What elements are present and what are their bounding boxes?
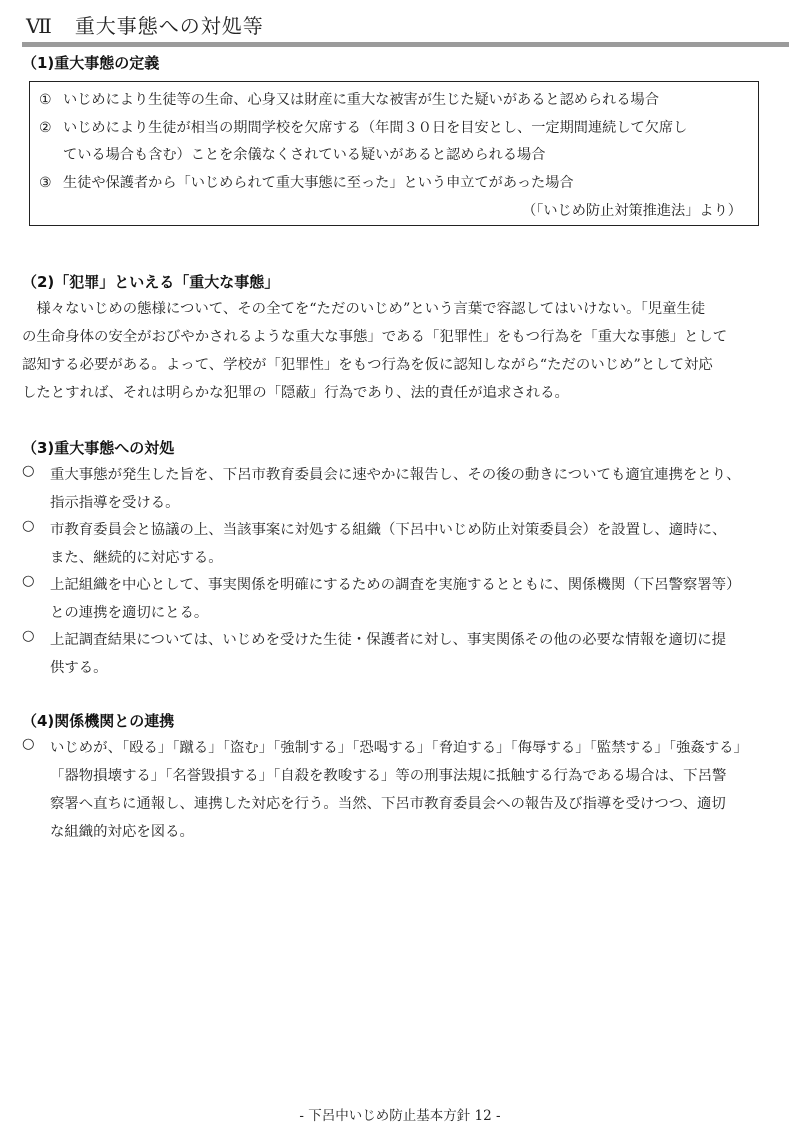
circle-bullet-icon: ○ bbox=[22, 573, 35, 589]
section2-heading: （2)「犯罪」といえる「重大な事態」 bbox=[22, 273, 280, 291]
section1-heading: （1)重大事態の定義 bbox=[22, 54, 160, 72]
section2-line-3: 認知する必要がある。よって、学校が「犯罪性」をもつ行為を仮に認知しながら“ただのいじめ”として対応 bbox=[22, 357, 713, 373]
definition-item-2: ② いじめにより生徒が相当の期間学校を欠席する（年間３０日を目安とし、一定期間連続して欠席し bbox=[39, 120, 688, 136]
section2-line-2: の生命身体の安全がおびやかされるような重大な事態」である「犯罪性」をもつ行為を「重大な事態」として bbox=[22, 329, 728, 345]
definition-item-2-cont: ている場合も含む）ことを余儀なくされている疑いがあると認められる場合 bbox=[63, 147, 546, 163]
definition-source: （「いじめ防止対策推進法」より） bbox=[522, 203, 742, 219]
circle-bullet-icon: ○ bbox=[22, 518, 35, 534]
page-title bbox=[26, 10, 264, 39]
circle-bullet-icon: ○ bbox=[22, 628, 35, 644]
definition-box bbox=[29, 81, 759, 226]
section2-line-1: 様々ないじめの態様について、その全てを“ただのいじめ”という言葉で容認してはいけない。「児童生徒 bbox=[22, 301, 706, 317]
section2-line-4: したとすれば、それは明らかな犯罪の「隠蔽」行為であり、法的責任が追求される。 bbox=[22, 385, 569, 401]
section3-heading: （3)重大事態への対処 bbox=[22, 439, 175, 457]
chapter-number: Ⅶ bbox=[26, 14, 53, 38]
chapter-title: 重大事態への対処等 bbox=[74, 14, 264, 38]
circle-bullet-icon: ○ bbox=[22, 736, 35, 752]
definition-item-1: ① いじめにより生徒等の生命、心身又は財産に重大な被害が生じた疑いがあると認められる場合 bbox=[39, 92, 659, 108]
section4-heading: （4)関係機関との連携 bbox=[22, 712, 175, 730]
page-footer: - 下呂中いじめ防止基本方針 12 - bbox=[299, 1108, 501, 1124]
title-underline bbox=[22, 42, 789, 47]
definition-item-3: ③ 生徒や保護者から「いじめられて重大事態に至った」という申立てがあった場合 bbox=[39, 175, 574, 191]
circle-bullet-icon: ○ bbox=[22, 463, 35, 479]
